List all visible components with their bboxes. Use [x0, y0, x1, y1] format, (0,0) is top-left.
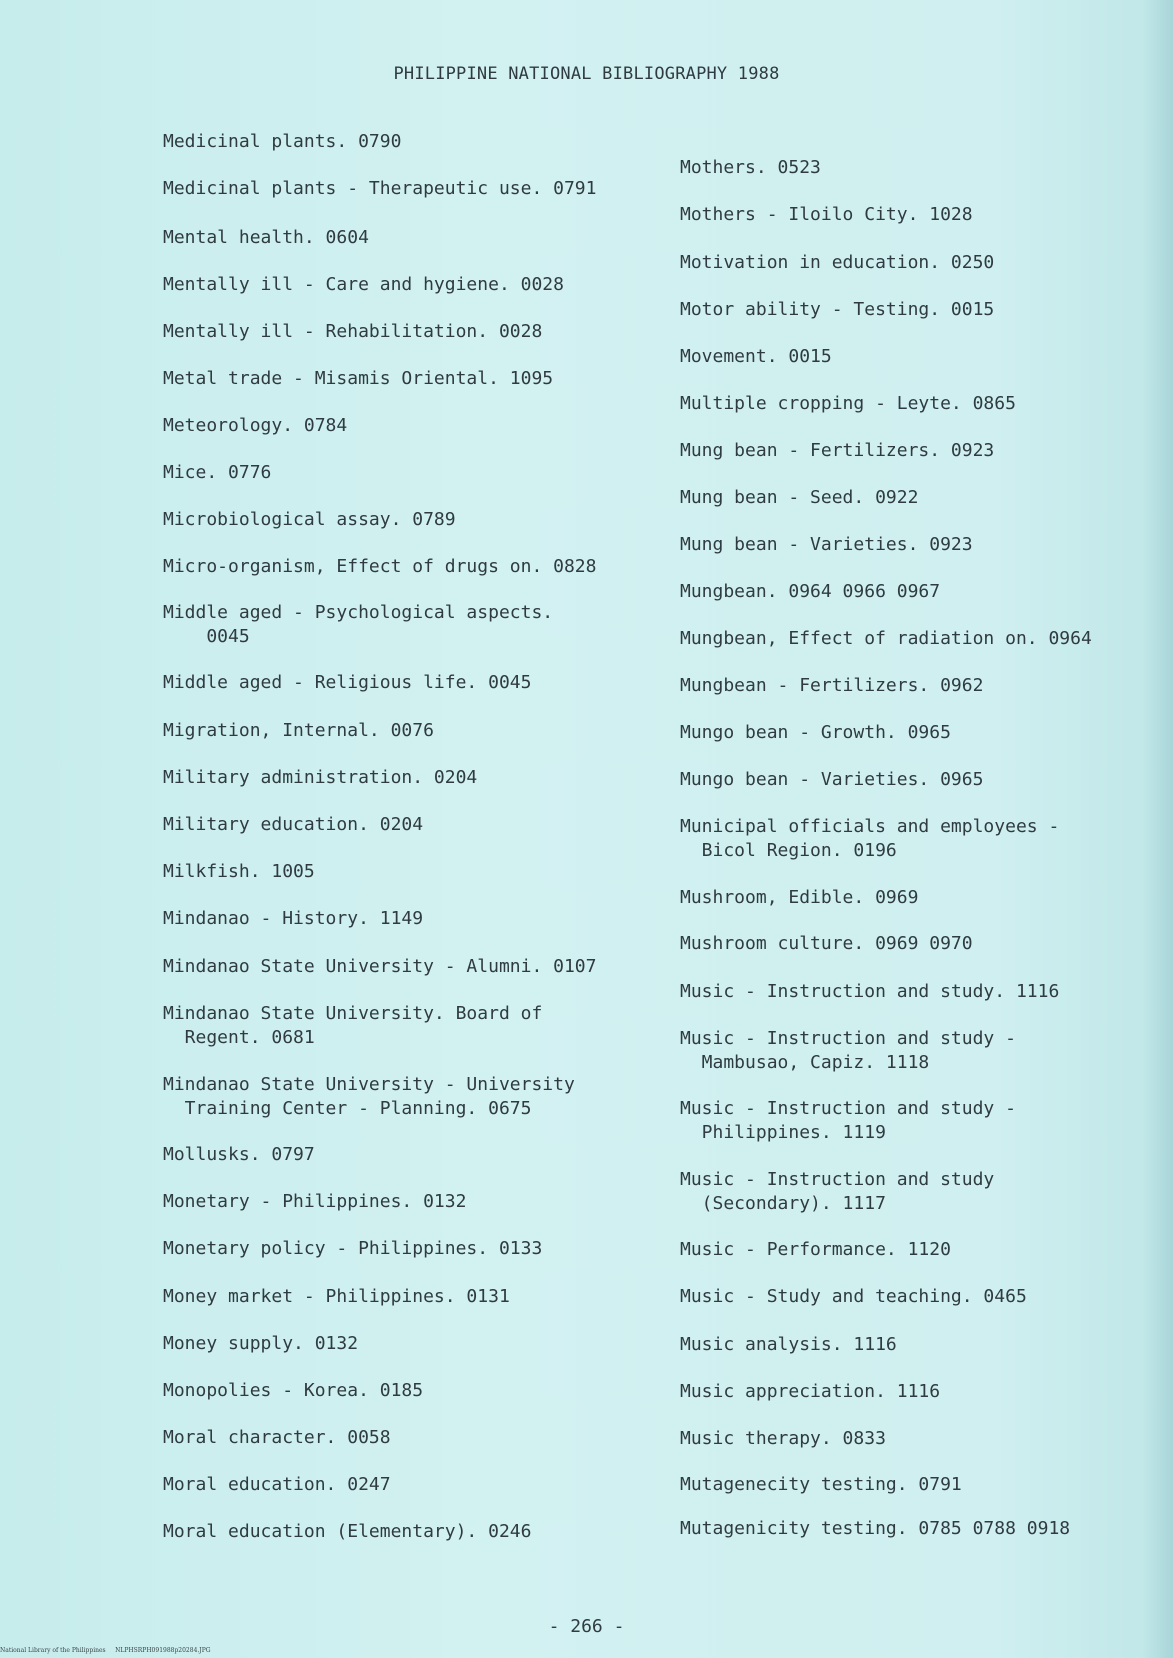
index-entry: Moral education (Elementary). 0246 — [163, 1521, 532, 1542]
index-entry: Money supply. 0132 — [163, 1333, 359, 1354]
index-entry: Monopolies - Korea. 0185 — [163, 1380, 424, 1401]
index-entry: Moral education. 0247 — [163, 1474, 391, 1495]
index-entry: Mushroom culture. 0969 0970 — [680, 933, 973, 954]
index-entry: Mollusks. 0797 — [163, 1144, 315, 1165]
index-entry: Military education. 0204 — [163, 814, 424, 835]
index-entry: Mentally ill - Rehabilitation. 0028 — [163, 321, 543, 342]
index-entry: Mutagenicity testing. 0785 0788 0918 — [680, 1518, 1071, 1539]
index-entry: Mutagenecity testing. 0791 — [680, 1474, 962, 1495]
index-entry: Mentally ill - Care and hygiene. 0028 — [163, 274, 564, 295]
page-header: PHILIPPINE NATIONAL BIBLIOGRAPHY 1988 — [393, 64, 780, 84]
index-entry: Music - Instruction and study (Secondary). 1117 — [680, 1169, 995, 1214]
index-entry: Music - Instruction and study - Philippines. 1119 — [680, 1098, 1016, 1143]
index-entry: Monetary - Philippines. 0132 — [163, 1191, 467, 1212]
index-entry: Military administration. 0204 — [163, 767, 478, 788]
index-entry: Microbiological assay. 0789 — [163, 509, 456, 530]
page-number: - 266 - — [548, 1616, 625, 1637]
index-entry: Mindanao State University - Alumni. 0107 — [163, 956, 597, 977]
index-entry: Music therapy. 0833 — [680, 1428, 886, 1449]
index-entry: Mothers. 0523 — [680, 157, 821, 178]
scan-imprint: National Library of the Philippines NLPHSRPH091988p20284.JPG — [0, 1647, 211, 1654]
index-entry: Middle aged - Religious life. 0045 — [163, 672, 532, 693]
index-entry: Movement. 0015 — [680, 346, 832, 367]
index-entry: Mung bean - Seed. 0922 — [680, 487, 919, 508]
index-entry: Municipal officials and employees - Bicol Region. 0196 — [680, 816, 1060, 861]
index-entry: Mung bean - Fertilizers. 0923 — [680, 440, 995, 461]
index-entry: Money market - Philippines. 0131 — [163, 1286, 510, 1307]
index-entry: Mungbean, Effect of radiation on. 0964 — [680, 628, 1092, 649]
index-entry: Mungo bean - Varieties. 0965 — [680, 769, 984, 790]
index-entry: Motivation in education. 0250 — [680, 252, 995, 273]
index-entry: Music - Study and teaching. 0465 — [680, 1286, 1027, 1307]
index-entry: Milkfish. 1005 — [163, 861, 315, 882]
index-entry: Mindanao State University - University Training Center - Planning. 0675 — [163, 1074, 575, 1119]
index-entry: Mushroom, Edible. 0969 — [680, 887, 919, 908]
index-entry: Medicinal plants - Therapeutic use. 0791 — [163, 178, 597, 199]
index-entry: Mungbean - Fertilizers. 0962 — [680, 675, 984, 696]
index-entry: Middle aged - Psychological aspects. 0045 — [163, 602, 554, 647]
index-entry: Micro-organism, Effect of drugs on. 0828 — [163, 556, 597, 577]
index-entry: Motor ability - Testing. 0015 — [680, 299, 995, 320]
index-entry: Music - Instruction and study. 1116 — [680, 981, 1060, 1002]
index-entry: Music - Instruction and study - Mambusao, Capiz. 1118 — [680, 1028, 1016, 1073]
index-entry: Music analysis. 1116 — [680, 1334, 897, 1355]
index-entry: Moral character. 0058 — [163, 1427, 391, 1448]
index-entry: Mental health. 0604 — [163, 227, 369, 248]
index-entry: Mung bean - Varieties. 0923 — [680, 534, 973, 555]
index-entry: Music appreciation. 1116 — [680, 1381, 941, 1402]
index-entry: Mice. 0776 — [163, 462, 272, 483]
index-entry: Mungbean. 0964 0966 0967 — [680, 581, 941, 602]
index-entry: Music - Performance. 1120 — [680, 1239, 951, 1260]
page-edge-shadow — [1143, 0, 1173, 1658]
index-entry: Mindanao - History. 1149 — [163, 908, 424, 929]
index-entry: Metal trade - Misamis Oriental. 1095 — [163, 368, 554, 389]
index-entry: Mungo bean - Growth. 0965 — [680, 722, 951, 743]
index-entry: Meteorology. 0784 — [163, 415, 348, 436]
index-entry: Mothers - Iloilo City. 1028 — [680, 204, 973, 225]
index-entry: Multiple cropping - Leyte. 0865 — [680, 393, 1016, 414]
index-entry: Migration, Internal. 0076 — [163, 720, 434, 741]
index-entry: Mindanao State University. Board of Regent. 0681 — [163, 1003, 543, 1048]
index-entry: Monetary policy - Philippines. 0133 — [163, 1238, 543, 1259]
index-entry: Medicinal plants. 0790 — [163, 131, 402, 152]
